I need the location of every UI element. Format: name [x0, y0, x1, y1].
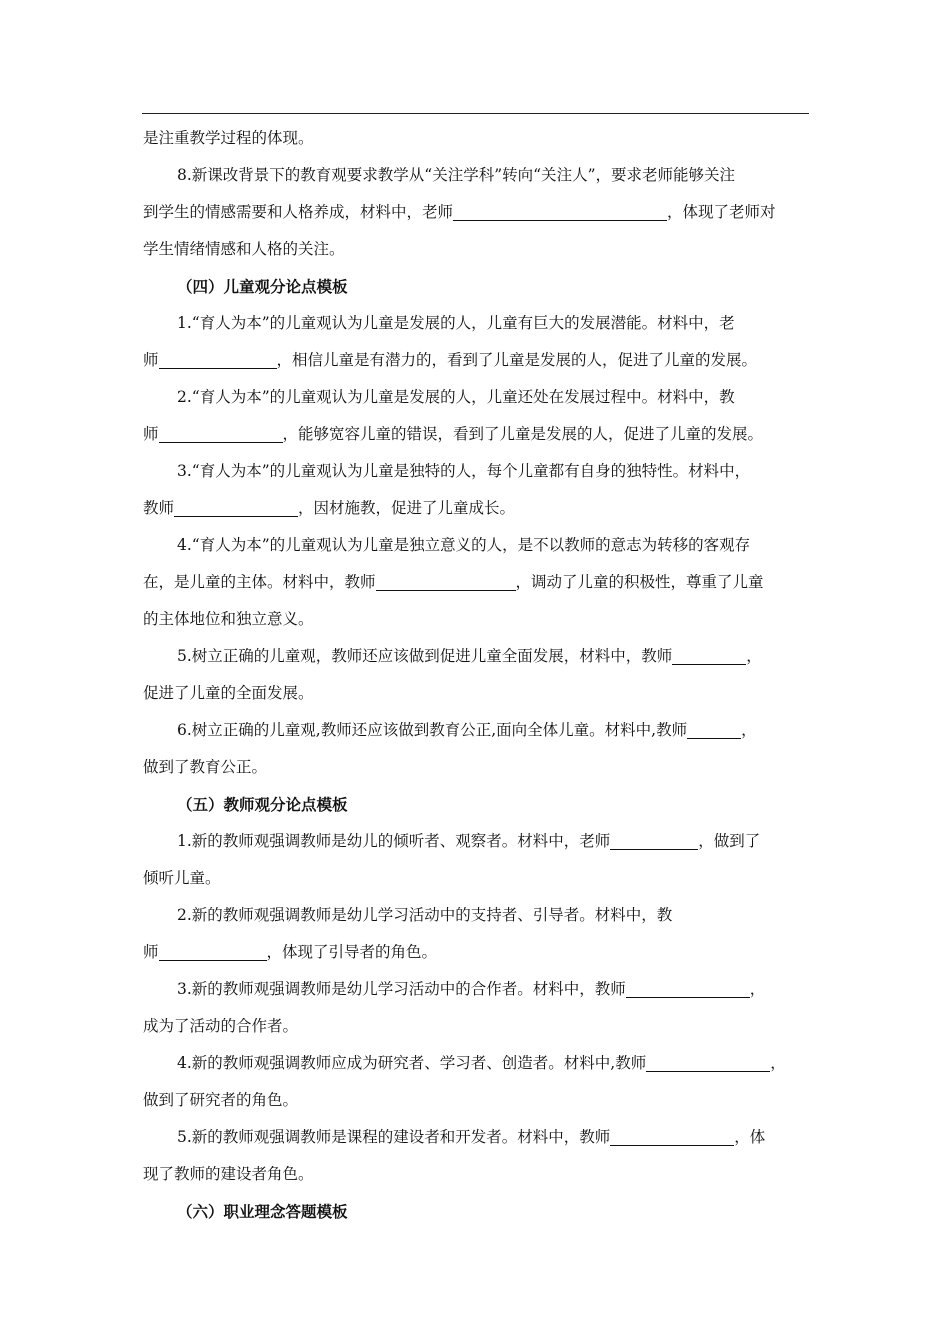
paragraph-line: 师 ，相信儿童是有潜力的，看到了儿童是发展的人，促进了儿童的发展。 — [143, 351, 758, 369]
answer-blank — [159, 426, 283, 443]
section-heading: （五）教师观分论点模板 — [177, 795, 348, 814]
paragraph-line: 3.新的教师观强调教师是幼儿学习活动中的合作者。材料中，教师 ， — [177, 980, 766, 998]
paragraph-line: 做到了研究者的角色。 — [143, 1091, 299, 1109]
header-rule — [142, 113, 809, 114]
paragraph-line: 5.树立正确的儿童观，教师还应该做到促进儿童全面发展，材料中，教师 ， — [177, 647, 762, 665]
paragraph-line: 的主体地位和独立意义。 — [143, 610, 314, 628]
paragraph-line: 4.“育人为本”的儿童观认为儿童是独立意义的人，是不以教师的意志为转移的客观存 — [177, 536, 751, 554]
answer-blank — [610, 833, 698, 850]
paragraph-line: 在，是儿童的主体。材料中，教师 ，调动了儿童的积极性，尊重了儿童 — [143, 573, 764, 591]
paragraph-line: 6.树立正确的儿童观,教师还应该做到教育公正,面向全体儿童。材料中,教师 ， — [177, 721, 757, 739]
answer-blank — [159, 944, 267, 961]
answer-blank — [646, 1055, 770, 1072]
section-heading: （六）职业理念答题模板 — [177, 1202, 348, 1221]
answer-blank — [672, 648, 746, 665]
paragraph-line: 到学生的情感需要和人格养成，材料中，老师 ，体现了老师对 — [143, 203, 776, 221]
paragraph-line: 师 ，能够宽容儿童的错误，看到了儿童是发展的人，促进了儿童的发展。 — [143, 425, 764, 443]
paragraph-line: 2.新的教师观强调教师是幼儿学习活动中的支持者、引导者。材料中，教 — [177, 906, 673, 924]
paragraph-line: 教师 ，因材施教，促进了儿童成长。 — [143, 499, 516, 517]
answer-blank — [174, 500, 298, 517]
answer-blank — [687, 722, 741, 739]
answer-blank — [610, 1129, 734, 1146]
paragraph-line: 1.新的教师观强调教师是幼儿的倾听者、观察者。材料中，老师 ，做到了 — [177, 832, 761, 850]
paragraph-line: 促进了儿童的全面发展。 — [143, 684, 314, 702]
paragraph-line: 8.新课改背景下的教育观要求教学从“关注学科”转向“关注人”，要求老师能够关注 — [177, 166, 735, 184]
paragraph-line: 3.“育人为本”的儿童观认为儿童是独特的人，每个儿童都有自身的独特性。材料中， — [177, 462, 751, 480]
paragraph-line: 是注重教学过程的体现。 — [143, 129, 314, 147]
answer-blank — [626, 981, 750, 998]
answer-blank — [376, 574, 516, 591]
document-body — [143, 120, 809, 1230]
paragraph-line: 2.“育人为本”的儿童观认为儿童是发展的人，儿童还处在发展过程中。材料中，教 — [177, 388, 735, 406]
paragraph-line: 成为了活动的合作者。 — [143, 1017, 299, 1035]
answer-blank — [159, 352, 277, 369]
paragraph-line: 师 ，体现了引导者的角色。 — [143, 943, 438, 961]
paragraph-line: 现了教师的建设者角色。 — [143, 1165, 314, 1183]
answer-blank — [453, 204, 667, 221]
paragraph-line: 4.新的教师观强调教师应成为研究者、学习者、创造者。材料中,教师 ， — [177, 1054, 786, 1072]
paragraph-line: 5.新的教师观强调教师是课程的建设者和开发者。材料中，教师 ，体 — [177, 1128, 766, 1146]
section-heading: （四）儿童观分论点模板 — [177, 277, 348, 296]
paragraph-line: 1.“育人为本”的儿童观认为儿童是发展的人，儿童有巨大的发展潜能。材料中，老 — [177, 314, 735, 332]
paragraph-line: 做到了教育公正。 — [143, 758, 268, 776]
paragraph-line: 倾听儿童。 — [143, 869, 221, 887]
paragraph-line: 学生情绪情感和人格的关注。 — [143, 240, 345, 258]
